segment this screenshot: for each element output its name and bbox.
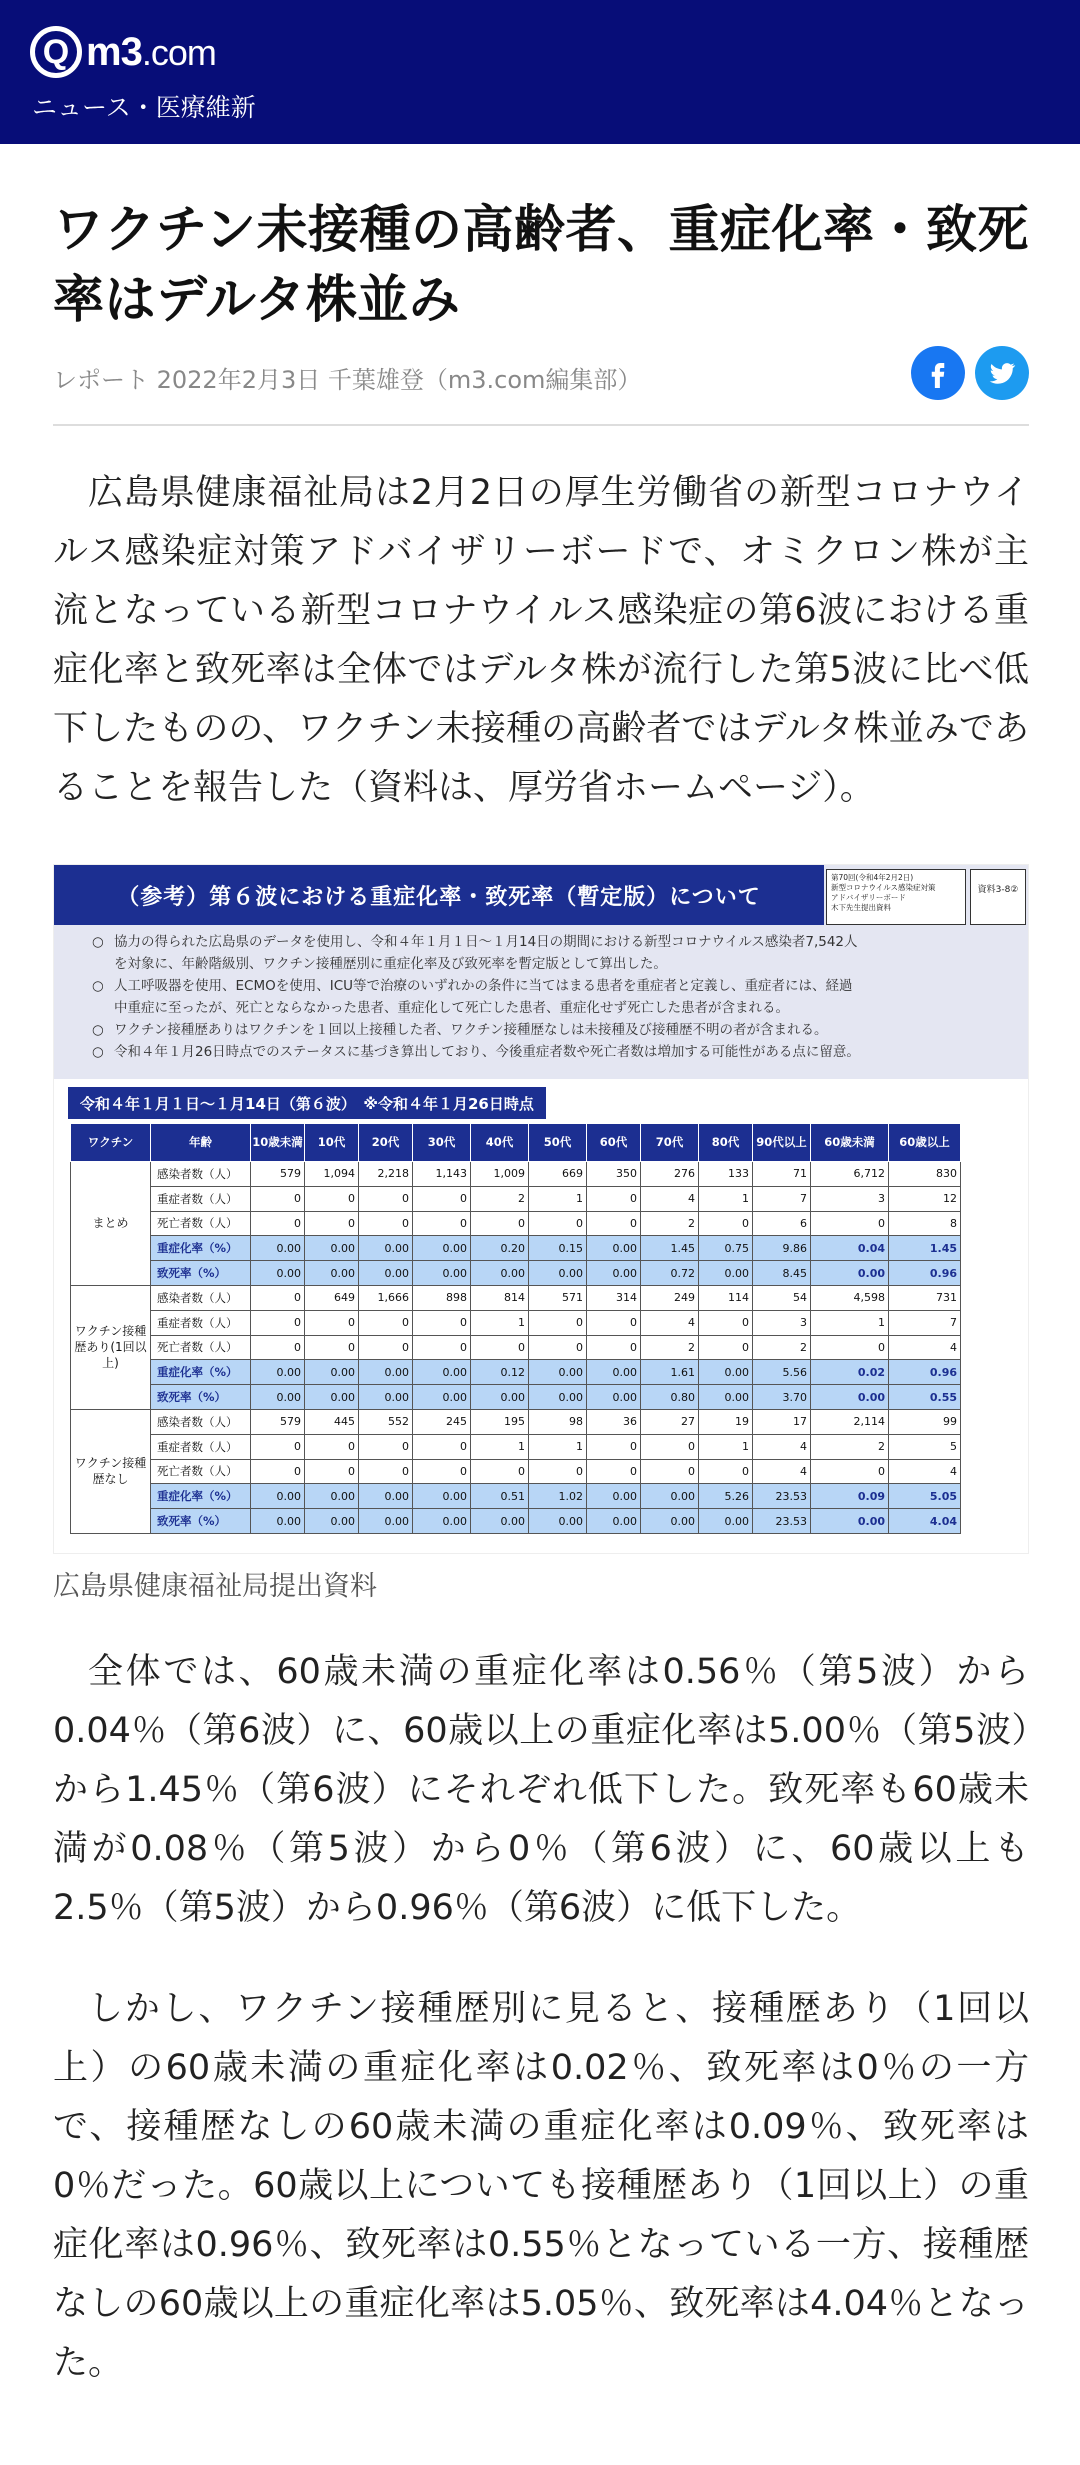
table-cell: 0 [529,1310,587,1335]
figure-note: ○ 人工呼吸器を使用、ECMOを使用、ICU等で治療のいずれかの条件に当てはまる患者を重症者と定義し、重症者には、経過 [92,975,1012,997]
table-cell: 0.00 [359,1261,413,1286]
table-cell: 0.00 [413,1261,471,1286]
figure-doc-label: 資料3-8② [970,869,1026,925]
table-row [71,1186,961,1211]
table-row-label: 重症者数（人） [151,1310,251,1335]
table-cell: 0.00 [471,1509,529,1534]
table-cell: 0 [587,1186,641,1211]
table-cell: 0.12 [471,1360,529,1385]
table-cell: 0.00 [587,1509,641,1534]
table-cell: 5 [889,1434,961,1459]
table-header-cell: 10歳未満 [251,1124,305,1162]
table-cell: 4 [889,1459,961,1484]
table-cell: 1 [529,1186,587,1211]
table-cell: 0.00 [359,1385,413,1410]
table-cell: 19 [699,1409,753,1434]
table-cell: 6 [753,1211,811,1236]
table-row [71,1285,961,1310]
table-cell: 445 [305,1409,359,1434]
table-cell: 0.00 [587,1236,641,1261]
table-header-cell: 60代 [587,1124,641,1162]
table-cell: 249 [641,1285,699,1310]
table-cell: 0 [305,1434,359,1459]
table-cell: 0.15 [529,1236,587,1261]
figure-notes [92,931,1012,1063]
table-row-label: 重症化率（%） [151,1360,251,1385]
table-cell: 1.02 [529,1484,587,1509]
table-cell: 0.00 [811,1509,889,1534]
table-cell: 0 [699,1310,753,1335]
table-cell: 0.00 [251,1360,305,1385]
table-cell: 350 [587,1162,641,1187]
table-row [71,1335,961,1360]
table-cell: 2 [471,1186,529,1211]
table-cell: 0 [359,1434,413,1459]
table-cell: 0 [251,1211,305,1236]
table-cell: 0.00 [305,1484,359,1509]
table-caption: 令和４年１月１日～１月14日（第６波） ※令和４年１月26日時点 [68,1087,546,1119]
table-cell: 814 [471,1285,529,1310]
table-cell: 23.53 [753,1484,811,1509]
table-row [71,1261,961,1286]
table-cell: 0 [699,1211,753,1236]
table-cell: 898 [413,1285,471,1310]
figure-image[interactable] [53,864,1029,1554]
table-cell: 0 [305,1186,359,1211]
table-cell: 0.00 [641,1484,699,1509]
table-cell: 571 [529,1285,587,1310]
table-cell: 1 [471,1434,529,1459]
table-cell: 0 [251,1186,305,1211]
table-cell: 7 [889,1310,961,1335]
table-cell: 3.70 [753,1385,811,1410]
table-cell: 0 [529,1211,587,1236]
table-row-label: 感染者数（人） [151,1162,251,1187]
table-cell: 0 [359,1459,413,1484]
table-cell: 5.56 [753,1360,811,1385]
table-cell: 4.04 [889,1509,961,1534]
table-cell: 1 [699,1434,753,1459]
table-header-cell: 80代 [699,1124,753,1162]
table-header-cell: 60歳未満 [811,1124,889,1162]
share-buttons [911,346,1029,400]
table-cell: 579 [251,1409,305,1434]
table-cell: 0 [413,1459,471,1484]
table-cell: 0 [811,1335,889,1360]
table-cell: 2 [811,1434,889,1459]
table-header-cell: 60歳以上 [889,1124,961,1162]
table-row-label: 感染者数（人） [151,1285,251,1310]
table-cell: 0.04 [811,1236,889,1261]
figure-stamp: 第70回(令和4年2月2日) 新型コロナウイルス感染症対策 アドバイザリーボード 木下先生提出資料 [826,869,966,925]
table-cell: 0.02 [811,1360,889,1385]
table-cell: 0.09 [811,1484,889,1509]
table-cell: 1.61 [641,1360,699,1385]
table-cell: 649 [305,1285,359,1310]
table-cell: 1 [471,1310,529,1335]
table-cell: 0 [251,1335,305,1360]
table-cell: 4,598 [811,1285,889,1310]
table-cell: 1.45 [889,1236,961,1261]
table-cell: 0 [251,1434,305,1459]
table-cell: 0 [359,1335,413,1360]
table-cell: 1.45 [641,1236,699,1261]
figure-note: ○ ワクチン接種歴ありはワクチンを１回以上接種した者、ワクチン接種歴なしは未接種及び接種歴不明の者が含まれる。 [92,1019,1012,1041]
table-cell: 0 [587,1211,641,1236]
table-cell: 2 [641,1211,699,1236]
table-cell: 0 [305,1335,359,1360]
table-row-label: 重症化率（%） [151,1236,251,1261]
table-cell: 0 [471,1459,529,1484]
table-cell: 1,143 [413,1162,471,1187]
table-cell: 4 [753,1459,811,1484]
data-table [70,1123,961,1534]
table-header-cell: 40代 [471,1124,529,1162]
table-group-label: ワクチン接種歴あり(1回以上) [71,1285,151,1409]
table-cell: 0.00 [587,1360,641,1385]
figure-note: ○ 協力の得られた広島県のデータを使用し、令和４年１月１日～１月14日の期間における新型コロナウイルス感染者7,542人 [92,931,1012,953]
table-cell: 3 [753,1310,811,1335]
table-row [71,1360,961,1385]
table-header-row [71,1124,961,1162]
table-cell: 27 [641,1409,699,1434]
table-row [71,1434,961,1459]
table-cell: 0.00 [529,1261,587,1286]
table-cell: 0 [305,1459,359,1484]
table-cell: 0.00 [471,1261,529,1286]
table-cell: 0 [811,1459,889,1484]
figure-notes-panel [54,865,1029,1079]
table-cell: 195 [471,1409,529,1434]
table-header-cell: 年齢 [151,1124,251,1162]
table-cell: 23.53 [753,1509,811,1534]
table-cell: 0.00 [413,1509,471,1534]
table-cell: 4 [753,1434,811,1459]
table-cell: 0.00 [359,1509,413,1534]
table-cell: 0 [587,1459,641,1484]
table-cell: 54 [753,1285,811,1310]
facebook-share-button[interactable] [911,346,965,400]
article-paragraph-3: しかし、ワクチン接種歴別に見ると、接種歴あり（1回以上）の60歳未満の重症化率は0.02％、致死率は0％の一方で、接種歴なしの60歳未満の重症化率は0.09％、致死率は0％だった。60歳以上についても接種歴あり（1回以上）の重症化率は0.96％、致死率は0.55％となっている一方、接種歴なしの60歳以上の重症化率は5.05％、致死率は4.04％となった。 [53,1989,1029,2383]
table-row [71,1162,961,1187]
table-cell: 0 [413,1310,471,1335]
table-row-label: 死亡者数（人） [151,1211,251,1236]
table-cell: 99 [889,1409,961,1434]
table-cell: 0.75 [699,1236,753,1261]
table-cell: 0 [471,1211,529,1236]
table-row [71,1385,961,1410]
table-cell: 0 [699,1335,753,1360]
table-header-cell: 50代 [529,1124,587,1162]
table-cell: 0 [587,1434,641,1459]
table-cell: 0.00 [305,1236,359,1261]
table-cell: 0.00 [811,1261,889,1286]
table-cell: 0.20 [471,1236,529,1261]
table-cell: 0.00 [305,1509,359,1534]
table-cell: 0.00 [699,1509,753,1534]
table-cell: 6,712 [811,1162,889,1187]
table-cell: 0.96 [889,1261,961,1286]
table-cell: 0.80 [641,1385,699,1410]
table-cell: 0 [251,1310,305,1335]
article-figure [53,864,1029,1603]
table-cell: 0 [587,1310,641,1335]
site-logo[interactable] [30,22,216,82]
table-row-label: 致死率（%） [151,1385,251,1410]
table-cell: 0.00 [641,1509,699,1534]
logo-text: m3.com [86,29,216,74]
article-title: ワクチン未接種の高齢者、重症化率・致死率はデルタ株並み [53,201,1029,330]
table-cell: 12 [889,1186,961,1211]
table-cell: 0 [587,1335,641,1360]
table-row-label: 死亡者数（人） [151,1335,251,1360]
table-cell: 1 [811,1310,889,1335]
table-row-label: 重症者数（人） [151,1434,251,1459]
table-cell: 0 [359,1186,413,1211]
table-cell: 245 [413,1409,471,1434]
table-cell: 2 [753,1335,811,1360]
table-cell: 4 [641,1310,699,1335]
table-cell: 0 [413,1434,471,1459]
table-cell: 71 [753,1162,811,1187]
table-cell: 1 [529,1434,587,1459]
table-cell: 0 [529,1459,587,1484]
table-cell: 0.00 [471,1385,529,1410]
table-cell: 579 [251,1162,305,1187]
table-cell: 0.00 [359,1484,413,1509]
figure-caption: 広島県健康福祉局提出資料 [53,1571,377,1602]
table-cell: 830 [889,1162,961,1187]
table-cell: 17 [753,1409,811,1434]
table-cell: 0 [305,1310,359,1335]
table-row [71,1459,961,1484]
article-meta-row [53,346,1029,426]
table-cell: 0 [251,1285,305,1310]
table-cell: 0.00 [413,1236,471,1261]
table-cell: 5.26 [699,1484,753,1509]
table-cell: 0.00 [529,1360,587,1385]
table-cell: 0.00 [413,1385,471,1410]
table-row-label: 死亡者数（人） [151,1459,251,1484]
table-row [71,1509,961,1534]
table-cell: 8.45 [753,1261,811,1286]
table-cell: 0 [641,1434,699,1459]
table-cell: 0.00 [587,1385,641,1410]
table-cell: 0.00 [251,1509,305,1534]
table-cell: 552 [359,1409,413,1434]
table-group-label: ワクチン接種歴なし [71,1409,151,1533]
table-header-cell: 70代 [641,1124,699,1162]
table-cell: 1 [699,1186,753,1211]
table-cell: 0 [641,1459,699,1484]
figure-note: ○ 令和４年１月26日時点でのステータスに基づき算出しており、今後重症者数や死亡者数は増加する可能性がある点に留意。 [92,1041,1012,1063]
figure-note: を対象に、年齢階級別、ワクチン接種歴別に重症化率及び致死率を暫定版として算出した。 [114,956,667,972]
table-cell: 0.00 [413,1484,471,1509]
table-cell: 0 [811,1211,889,1236]
table-cell: 0.00 [305,1385,359,1410]
table-cell: 0.00 [305,1360,359,1385]
site-header [0,0,1080,144]
article-paragraph-1: 広島県健康福祉局は2月2日の厚生労働省の新型コロナウイルス感染症対策アドバイザリーボードで、オミクロン株が主流となっている新型コロナウイルス感染症の第6波における重症化率と致死率は全体ではデルタ株が流行した第5波に比べ低下したものの、ワクチン未接種の高齢者ではデルタ株並みであることを報告した（資料は、厚労省ホームページ）。 [53,473,1029,808]
figure-note: 中重症に至ったが、死亡とならなかった患者、重症化して死亡した患者、重症化せず死亡した患者が含まれる。 [114,1000,789,1016]
twitter-icon [987,358,1017,388]
article-meta: レポート 2022年2月3日 千葉雄登（m3.com編集部） [53,366,642,394]
table-cell: 9.86 [753,1236,811,1261]
table-cell: 2 [641,1335,699,1360]
table-row [71,1310,961,1335]
table-row [71,1211,961,1236]
table-cell: 0.00 [699,1360,753,1385]
table-cell: 133 [699,1162,753,1187]
table-cell: 98 [529,1409,587,1434]
table-row-label: 重症者数（人） [151,1186,251,1211]
table-cell: 0 [529,1335,587,1360]
table-cell: 8 [889,1211,961,1236]
table-cell: 669 [529,1162,587,1187]
table-cell: 0 [305,1211,359,1236]
table-cell: 0.00 [811,1385,889,1410]
table-cell: 0.00 [699,1385,753,1410]
table-cell: 2,218 [359,1162,413,1187]
table-cell: 0 [699,1459,753,1484]
table-cell: 0.00 [413,1360,471,1385]
table-cell: 0.00 [529,1385,587,1410]
table-cell: 0.72 [641,1261,699,1286]
table-cell: 0 [413,1335,471,1360]
table-cell: 731 [889,1285,961,1310]
table-header-cell: 10代 [305,1124,359,1162]
table-cell: 0 [471,1335,529,1360]
table-cell: 0.00 [359,1360,413,1385]
table-row [71,1409,961,1434]
table-cell: 0 [413,1186,471,1211]
figure-banner: （参考）第６波における重症化率・致死率（暫定版）について [54,865,824,925]
table-cell: 0.00 [251,1385,305,1410]
table-cell: 276 [641,1162,699,1187]
table-row-label: 致死率（%） [151,1509,251,1534]
table-cell: 0.00 [587,1261,641,1286]
table-header-cell: 20代 [359,1124,413,1162]
section-breadcrumb[interactable]: ニュース・医療維新 [32,93,256,122]
table-cell: 0 [251,1459,305,1484]
facebook-icon [923,358,953,388]
table-row [71,1236,961,1261]
table-group-label: まとめ [71,1162,151,1286]
table-header-cell: 30代 [413,1124,471,1162]
table-cell: 5.05 [889,1484,961,1509]
table-header-cell: 90代以上 [753,1124,811,1162]
table-cell: 1,094 [305,1162,359,1187]
twitter-share-button[interactable] [975,346,1029,400]
table-row [71,1484,961,1509]
table-cell: 3 [811,1186,889,1211]
table-cell: 4 [641,1186,699,1211]
table-cell: 0.00 [251,1261,305,1286]
table-cell: 0.55 [889,1385,961,1410]
table-row-label: 感染者数（人） [151,1409,251,1434]
table-cell: 314 [587,1285,641,1310]
table-cell: 1,666 [359,1285,413,1310]
table-row-label: 重症化率（%） [151,1484,251,1509]
table-header-cell: ワクチン [71,1124,151,1162]
table-cell: 114 [699,1285,753,1310]
table-cell: 0.00 [359,1236,413,1261]
table-cell: 7 [753,1186,811,1211]
table-cell: 0 [359,1310,413,1335]
table-cell: 0.00 [251,1236,305,1261]
article-paragraph-2: 全体では、60歳未満の重症化率は0.56％（第5波）から0.04％（第6波）に、60歳以上の重症化率は5.00％（第5波）から1.45％（第6波）にそれぞれ低下した。致死率も60歳未満が0.08％（第5波）から0％（第6波）に、60歳以上も2.5％（第5波）から0.96％（第6波）に低下した。 [53,1652,1029,1928]
table-cell: 2,114 [811,1409,889,1434]
table-cell: 0.00 [305,1261,359,1286]
table-cell: 36 [587,1409,641,1434]
table-cell: 0.51 [471,1484,529,1509]
table-cell: 0.00 [699,1261,753,1286]
article [53,196,1029,2393]
table-row-label: 致死率（%） [151,1261,251,1286]
table-cell: 0 [359,1211,413,1236]
table-cell: 1,009 [471,1162,529,1187]
table-cell: 0.00 [251,1484,305,1509]
logo-mark: Q [30,26,82,78]
table-cell: 0.96 [889,1360,961,1385]
table-cell: 0 [413,1211,471,1236]
table-cell: 0.00 [587,1484,641,1509]
table-cell: 4 [889,1335,961,1360]
table-cell: 0.00 [529,1509,587,1534]
